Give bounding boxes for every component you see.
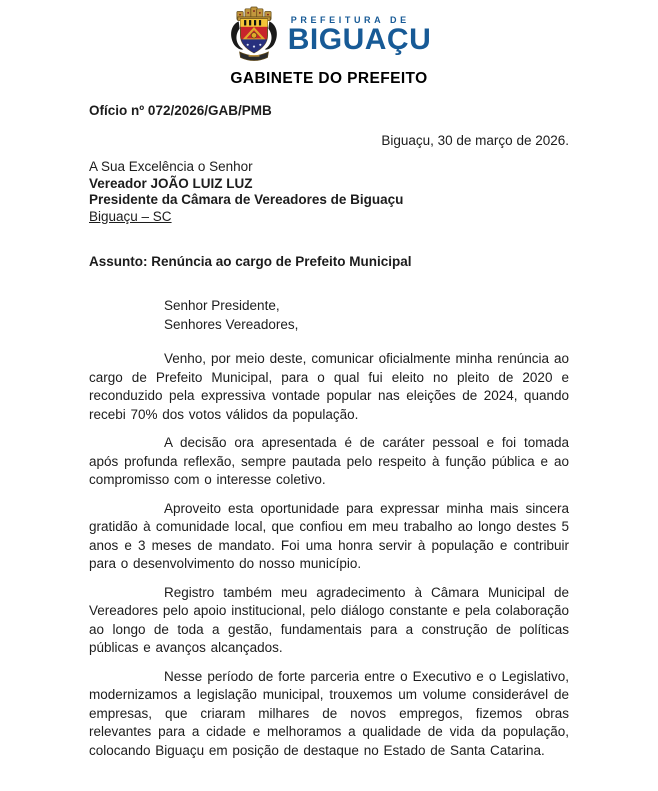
biguacu-coat-of-arms-icon (227, 5, 281, 63)
body-paragraph: Registro também meu agradecimento à Câmara Municipal de Vereadores pelo apoio institucional, pelo diálogo constante e pela colaboração ao longo de toda a gestão, fundamentais para a construção de políticas públicas e avanços alcançados. (89, 584, 569, 655)
salutation-block (164, 297, 569, 334)
org-name-small: PREFEITURA DE (290, 14, 410, 25)
addressee-title: Presidente da Câmara de Vereadores de Biguaçu (89, 192, 404, 207)
addressee-city: Biguaçu – SC (89, 208, 172, 224)
body-paragraph: Aproveito esta oportunidade para expressar minha mais sincera gratidão à comunidade local, que confiou em meu trabalho ao longo destes 5 anos e 3 meses de mandato. Foi uma honra servir à população e contribuir para o desenvolvimento do nosso município. (89, 500, 569, 571)
letterhead (89, 5, 569, 63)
addressee-honorific: A Sua Excelência o Senhor (89, 159, 253, 174)
salutation-line: Senhor Presidente, (164, 298, 280, 313)
org-name-large: BIGUAÇU (287, 22, 432, 56)
subject-line: Assunto: Renúncia ao cargo de Prefeito Municipal (89, 254, 412, 269)
body-paragraph: Venho, por meio deste, comunicar oficialmente minha renúncia ao cargo de Prefeito Municipal, para o qual fui eleito no pleito de 2020 e reconduzido pela expressiva vontade popular nas eleições de 2024, quando recebi 70% dos votos válidos da população. (89, 351, 569, 422)
addressee-name: Vereador JOÃO LUIZ LUZ (89, 175, 253, 191)
body-paragraph: Nesse período de forte parceria entre o Executivo e o Legislativo, modernizamos a legislação municipal, trouxemos um volume considerável de empresas, que criaram milhares de novos empregos, fizemos obras relevantes para a cidade e melhoramos a qualidade de vida da população, colocando Biguaçu em posição de destaque no Estado de Santa Catarina. (89, 668, 569, 758)
salutation-line: Senhores Vereadores, (164, 316, 299, 332)
oficio-reference: Ofício nº 072/2026/GAB/PMB (89, 103, 272, 118)
body-paragraph: A decisão ora apresentada é de caráter pessoal e foi tomada após profunda reflexão, sempre pautada pelo respeito à função pública e ao compromisso com o interesse coletivo. (89, 435, 569, 487)
org-name-block (288, 15, 432, 54)
department-title: GABINETE DO PREFEITO (230, 70, 428, 87)
addressee-block (89, 159, 569, 225)
letter-body (89, 350, 569, 760)
date-line: Biguaçu, 30 de março de 2026. (381, 133, 569, 148)
